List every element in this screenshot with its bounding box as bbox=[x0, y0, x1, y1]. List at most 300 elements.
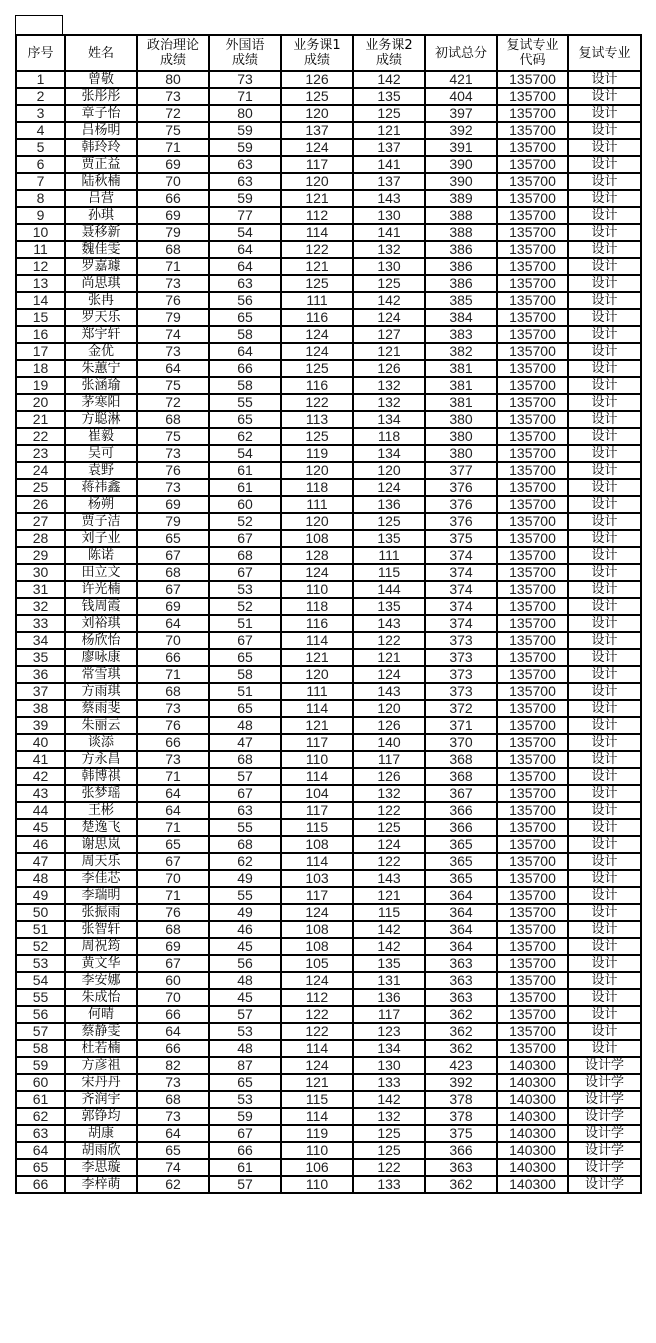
header-line: 姓名 bbox=[87, 45, 114, 61]
cell-course2: 130 bbox=[353, 207, 425, 224]
cell-name: 郑宇轩 bbox=[65, 326, 137, 343]
cell-total: 365 bbox=[425, 870, 497, 887]
cell-major: 设计 bbox=[568, 785, 641, 802]
cell-course1: 115 bbox=[281, 819, 353, 836]
cell-major: 设计 bbox=[568, 462, 641, 479]
cell-major-code: 135700 bbox=[497, 241, 568, 258]
cell-major-code: 135700 bbox=[497, 496, 568, 513]
cell-course2: 143 bbox=[353, 615, 425, 632]
cell-major: 设计 bbox=[568, 938, 641, 955]
cell-major: 设计 bbox=[568, 530, 641, 547]
cell-major: 设计 bbox=[568, 598, 641, 615]
table-row bbox=[16, 105, 641, 122]
cell-name: 聂移新 bbox=[65, 224, 137, 241]
header-col-course1 bbox=[281, 35, 353, 71]
table-row bbox=[16, 1125, 641, 1142]
cell-name: 吴可 bbox=[65, 445, 137, 462]
table-row bbox=[16, 513, 641, 530]
cell-major-code: 135700 bbox=[497, 768, 568, 785]
cell-index: 5 bbox=[16, 139, 65, 156]
table-row bbox=[16, 853, 641, 870]
cell-index: 59 bbox=[16, 1057, 65, 1074]
header-line: 成绩 bbox=[159, 53, 186, 68]
cell-total: 362 bbox=[425, 1176, 497, 1193]
cell-politics: 68 bbox=[137, 1091, 209, 1108]
cell-major: 设计 bbox=[568, 71, 641, 88]
cell-course2: 136 bbox=[353, 496, 425, 513]
cell-major-code: 140300 bbox=[497, 1159, 568, 1176]
table-row bbox=[16, 751, 641, 768]
cell-politics: 73 bbox=[137, 1074, 209, 1091]
cell-name: 韩玲玲 bbox=[65, 139, 137, 156]
cell-foreign-language: 57 bbox=[209, 1006, 281, 1023]
cell-course2: 117 bbox=[353, 751, 425, 768]
cell-politics: 70 bbox=[137, 632, 209, 649]
table-row bbox=[16, 734, 641, 751]
cell-course2: 143 bbox=[353, 190, 425, 207]
cell-major-code: 135700 bbox=[497, 666, 568, 683]
cell-name: 金优 bbox=[65, 343, 137, 360]
cell-name: 蔡静雯 bbox=[65, 1023, 137, 1040]
cell-foreign-language: 47 bbox=[209, 734, 281, 751]
cell-major-code: 135700 bbox=[497, 598, 568, 615]
cell-index: 2 bbox=[16, 88, 65, 105]
cell-major: 设计 bbox=[568, 513, 641, 530]
cell-name: 杜若楠 bbox=[65, 1040, 137, 1057]
table-row bbox=[16, 819, 641, 836]
table-row bbox=[16, 666, 641, 683]
cell-course1: 122 bbox=[281, 394, 353, 411]
table-row bbox=[16, 207, 641, 224]
cell-name: 张涵瑜 bbox=[65, 377, 137, 394]
cell-course2: 142 bbox=[353, 938, 425, 955]
cell-name: 刘裕琪 bbox=[65, 615, 137, 632]
cell-total: 376 bbox=[425, 479, 497, 496]
cell-major: 设计学 bbox=[568, 1142, 641, 1159]
cell-total: 374 bbox=[425, 598, 497, 615]
table-row bbox=[16, 870, 641, 887]
cell-politics: 73 bbox=[137, 88, 209, 105]
table-row bbox=[16, 428, 641, 445]
cell-total: 376 bbox=[425, 513, 497, 530]
cell-foreign-language: 54 bbox=[209, 445, 281, 462]
cell-name: 韩博祺 bbox=[65, 768, 137, 785]
cell-major: 设计 bbox=[568, 343, 641, 360]
cell-course1: 110 bbox=[281, 1176, 353, 1193]
cell-course2: 127 bbox=[353, 326, 425, 343]
cell-name: 贾子洁 bbox=[65, 513, 137, 530]
cell-name: 李思璇 bbox=[65, 1159, 137, 1176]
cell-major: 设计 bbox=[568, 156, 641, 173]
cell-foreign-language: 59 bbox=[209, 1108, 281, 1125]
table-row bbox=[16, 921, 641, 938]
header-line: 成绩 bbox=[375, 53, 402, 68]
cell-major: 设计学 bbox=[568, 1176, 641, 1193]
cell-foreign-language: 63 bbox=[209, 275, 281, 292]
cell-total: 363 bbox=[425, 955, 497, 972]
cell-name: 罗嘉璩 bbox=[65, 258, 137, 275]
cell-major-code: 140300 bbox=[497, 1091, 568, 1108]
cell-foreign-language: 55 bbox=[209, 394, 281, 411]
cell-major: 设计 bbox=[568, 870, 641, 887]
cell-politics: 65 bbox=[137, 1142, 209, 1159]
cell-foreign-language: 45 bbox=[209, 938, 281, 955]
cell-foreign-language: 57 bbox=[209, 1176, 281, 1193]
cell-politics: 73 bbox=[137, 479, 209, 496]
cell-major-code: 135700 bbox=[497, 887, 568, 904]
cell-course1: 114 bbox=[281, 224, 353, 241]
cell-index: 13 bbox=[16, 275, 65, 292]
cell-course1: 117 bbox=[281, 887, 353, 904]
cell-index: 55 bbox=[16, 989, 65, 1006]
cell-index: 1 bbox=[16, 71, 65, 88]
cell-major-code: 135700 bbox=[497, 649, 568, 666]
header-col-major-code bbox=[497, 35, 568, 71]
cell-major: 设计 bbox=[568, 887, 641, 904]
cell-foreign-language: 49 bbox=[209, 904, 281, 921]
table-row bbox=[16, 224, 641, 241]
cell-name: 李佳芯 bbox=[65, 870, 137, 887]
cell-politics: 66 bbox=[137, 1040, 209, 1057]
cell-index: 4 bbox=[16, 122, 65, 139]
cell-name: 曾敬 bbox=[65, 71, 137, 88]
cell-course2: 125 bbox=[353, 1125, 425, 1142]
cell-major: 设计 bbox=[568, 751, 641, 768]
cell-major: 设计学 bbox=[568, 1074, 641, 1091]
cell-politics: 80 bbox=[137, 71, 209, 88]
table-row bbox=[16, 717, 641, 734]
cell-total: 388 bbox=[425, 207, 497, 224]
cell-major-code: 135700 bbox=[497, 105, 568, 122]
cell-politics: 64 bbox=[137, 1023, 209, 1040]
cell-index: 12 bbox=[16, 258, 65, 275]
cell-index: 34 bbox=[16, 632, 65, 649]
cell-foreign-language: 49 bbox=[209, 870, 281, 887]
cell-politics: 79 bbox=[137, 513, 209, 530]
cell-major: 设计 bbox=[568, 1023, 641, 1040]
cell-index: 8 bbox=[16, 190, 65, 207]
cell-major: 设计 bbox=[568, 615, 641, 632]
cell-foreign-language: 77 bbox=[209, 207, 281, 224]
cell-politics: 74 bbox=[137, 326, 209, 343]
cell-course1: 110 bbox=[281, 1142, 353, 1159]
cell-course1: 124 bbox=[281, 564, 353, 581]
cell-major: 设计 bbox=[568, 683, 641, 700]
cell-total: 380 bbox=[425, 445, 497, 462]
cell-major-code: 135700 bbox=[497, 71, 568, 88]
cell-course1: 121 bbox=[281, 649, 353, 666]
cell-politics: 70 bbox=[137, 989, 209, 1006]
cell-total: 364 bbox=[425, 938, 497, 955]
table-row bbox=[16, 258, 641, 275]
table-row bbox=[16, 326, 641, 343]
cell-major-code: 135700 bbox=[497, 955, 568, 972]
cell-index: 60 bbox=[16, 1074, 65, 1091]
cell-course2: 132 bbox=[353, 377, 425, 394]
cell-total: 373 bbox=[425, 649, 497, 666]
cell-name: 贾正益 bbox=[65, 156, 137, 173]
cell-foreign-language: 60 bbox=[209, 496, 281, 513]
header-col-course2 bbox=[353, 35, 425, 71]
cell-major: 设计 bbox=[568, 1006, 641, 1023]
cell-politics: 71 bbox=[137, 139, 209, 156]
cell-name: 章子怡 bbox=[65, 105, 137, 122]
cell-name: 陆秋楠 bbox=[65, 173, 137, 190]
cell-foreign-language: 68 bbox=[209, 751, 281, 768]
cell-index: 62 bbox=[16, 1108, 65, 1125]
cell-politics: 75 bbox=[137, 122, 209, 139]
cell-major: 设计 bbox=[568, 360, 641, 377]
cell-name: 刘子业 bbox=[65, 530, 137, 547]
cell-major: 设计 bbox=[568, 88, 641, 105]
cell-major: 设计学 bbox=[568, 1091, 641, 1108]
cell-major: 设计 bbox=[568, 309, 641, 326]
cell-name: 袁野 bbox=[65, 462, 137, 479]
cell-total: 365 bbox=[425, 853, 497, 870]
cell-index: 63 bbox=[16, 1125, 65, 1142]
header-col-index bbox=[16, 35, 65, 71]
cell-index: 48 bbox=[16, 870, 65, 887]
cell-index: 52 bbox=[16, 938, 65, 955]
cell-major-code: 135700 bbox=[497, 1040, 568, 1057]
table-row bbox=[16, 496, 641, 513]
cell-major-code: 140300 bbox=[497, 1142, 568, 1159]
cell-foreign-language: 55 bbox=[209, 819, 281, 836]
cell-foreign-language: 65 bbox=[209, 1074, 281, 1091]
table-row bbox=[16, 309, 641, 326]
table-row bbox=[16, 394, 641, 411]
cell-politics: 70 bbox=[137, 173, 209, 190]
cell-major: 设计学 bbox=[568, 1125, 641, 1142]
cell-major-code: 135700 bbox=[497, 615, 568, 632]
table-row bbox=[16, 581, 641, 598]
cell-total: 377 bbox=[425, 462, 497, 479]
cell-politics: 72 bbox=[137, 394, 209, 411]
cell-major: 设计 bbox=[568, 632, 641, 649]
cell-foreign-language: 65 bbox=[209, 309, 281, 326]
cell-major-code: 135700 bbox=[497, 428, 568, 445]
cell-index: 46 bbox=[16, 836, 65, 853]
cell-course1: 113 bbox=[281, 411, 353, 428]
cell-politics: 76 bbox=[137, 717, 209, 734]
cell-index: 53 bbox=[16, 955, 65, 972]
cell-total: 381 bbox=[425, 377, 497, 394]
cell-major: 设计 bbox=[568, 377, 641, 394]
cell-foreign-language: 48 bbox=[209, 972, 281, 989]
cell-course1: 110 bbox=[281, 751, 353, 768]
cell-course1: 106 bbox=[281, 1159, 353, 1176]
cell-major-code: 135700 bbox=[497, 734, 568, 751]
header-line: 成绩 bbox=[231, 53, 258, 68]
cell-foreign-language: 59 bbox=[209, 122, 281, 139]
cell-course1: 120 bbox=[281, 462, 353, 479]
cell-course2: 124 bbox=[353, 836, 425, 853]
cell-course2: 111 bbox=[353, 547, 425, 564]
cell-major: 设计 bbox=[568, 666, 641, 683]
cell-major: 设计 bbox=[568, 394, 641, 411]
cell-name: 宋丹丹 bbox=[65, 1074, 137, 1091]
cell-name: 杨欣怡 bbox=[65, 632, 137, 649]
cell-total: 363 bbox=[425, 989, 497, 1006]
cell-major: 设计 bbox=[568, 700, 641, 717]
table-row bbox=[16, 632, 641, 649]
cell-politics: 68 bbox=[137, 241, 209, 258]
table-row bbox=[16, 241, 641, 258]
cell-major-code: 135700 bbox=[497, 360, 568, 377]
cell-total: 404 bbox=[425, 88, 497, 105]
cell-index: 61 bbox=[16, 1091, 65, 1108]
cell-name: 谈添 bbox=[65, 734, 137, 751]
cell-politics: 64 bbox=[137, 615, 209, 632]
cell-major-code: 135700 bbox=[497, 258, 568, 275]
cell-foreign-language: 61 bbox=[209, 462, 281, 479]
cell-major-code: 140300 bbox=[497, 1176, 568, 1193]
cell-foreign-language: 55 bbox=[209, 887, 281, 904]
cell-politics: 68 bbox=[137, 564, 209, 581]
table-row bbox=[16, 768, 641, 785]
cell-major: 设计 bbox=[568, 445, 641, 462]
cell-major-code: 135700 bbox=[497, 802, 568, 819]
cell-total: 392 bbox=[425, 1074, 497, 1091]
cell-course1: 121 bbox=[281, 190, 353, 207]
cell-name: 孙琪 bbox=[65, 207, 137, 224]
cell-index: 25 bbox=[16, 479, 65, 496]
cell-course1: 112 bbox=[281, 989, 353, 1006]
cell-foreign-language: 67 bbox=[209, 564, 281, 581]
cell-course1: 114 bbox=[281, 768, 353, 785]
cell-course2: 118 bbox=[353, 428, 425, 445]
cell-foreign-language: 48 bbox=[209, 717, 281, 734]
cell-major-code: 135700 bbox=[497, 632, 568, 649]
cell-index: 24 bbox=[16, 462, 65, 479]
cell-foreign-language: 67 bbox=[209, 530, 281, 547]
cell-total: 364 bbox=[425, 887, 497, 904]
table-row bbox=[16, 972, 641, 989]
cell-name: 吕杨明 bbox=[65, 122, 137, 139]
cell-name: 蔡雨斐 bbox=[65, 700, 137, 717]
cell-politics: 73 bbox=[137, 343, 209, 360]
cell-major-code: 140300 bbox=[497, 1125, 568, 1142]
header-line: 业务课2 bbox=[365, 38, 413, 53]
table-row bbox=[16, 292, 641, 309]
cell-major: 设计 bbox=[568, 836, 641, 853]
cell-major-code: 135700 bbox=[497, 207, 568, 224]
cell-total: 366 bbox=[425, 1142, 497, 1159]
cell-politics: 69 bbox=[137, 938, 209, 955]
table-row bbox=[16, 156, 641, 173]
cell-major: 设计 bbox=[568, 717, 641, 734]
cell-major-code: 135700 bbox=[497, 530, 568, 547]
cell-foreign-language: 52 bbox=[209, 598, 281, 615]
cell-politics: 79 bbox=[137, 309, 209, 326]
cell-total: 381 bbox=[425, 360, 497, 377]
cell-name: 李梓萌 bbox=[65, 1176, 137, 1193]
cell-course1: 120 bbox=[281, 666, 353, 683]
cell-course2: 121 bbox=[353, 887, 425, 904]
cell-major: 设计 bbox=[568, 819, 641, 836]
cell-name: 张梦瑶 bbox=[65, 785, 137, 802]
cell-major-code: 135700 bbox=[497, 513, 568, 530]
cell-total: 391 bbox=[425, 139, 497, 156]
cell-major-code: 135700 bbox=[497, 870, 568, 887]
cell-major-code: 135700 bbox=[497, 224, 568, 241]
cell-major: 设计 bbox=[568, 853, 641, 870]
header-col-total bbox=[425, 35, 497, 71]
cell-index: 65 bbox=[16, 1159, 65, 1176]
cell-politics: 71 bbox=[137, 666, 209, 683]
cell-major-code: 135700 bbox=[497, 190, 568, 207]
table-row bbox=[16, 411, 641, 428]
cell-name: 李瑞明 bbox=[65, 887, 137, 904]
empty-title-cell bbox=[15, 15, 63, 34]
cell-total: 365 bbox=[425, 836, 497, 853]
cell-foreign-language: 52 bbox=[209, 513, 281, 530]
cell-total: 362 bbox=[425, 1040, 497, 1057]
cell-politics: 62 bbox=[137, 1176, 209, 1193]
header-line: 政治理论 bbox=[146, 38, 199, 53]
cell-index: 7 bbox=[16, 173, 65, 190]
cell-major: 设计 bbox=[568, 241, 641, 258]
cell-total: 374 bbox=[425, 581, 497, 598]
cell-course2: 126 bbox=[353, 717, 425, 734]
cell-politics: 76 bbox=[137, 904, 209, 921]
header-col-name bbox=[65, 35, 137, 71]
cell-total: 385 bbox=[425, 292, 497, 309]
cell-politics: 69 bbox=[137, 496, 209, 513]
cell-major: 设计 bbox=[568, 802, 641, 819]
cell-index: 54 bbox=[16, 972, 65, 989]
cell-major-code: 135700 bbox=[497, 785, 568, 802]
cell-index: 57 bbox=[16, 1023, 65, 1040]
cell-foreign-language: 58 bbox=[209, 326, 281, 343]
cell-course2: 122 bbox=[353, 853, 425, 870]
cell-major-code: 135700 bbox=[497, 156, 568, 173]
cell-total: 392 bbox=[425, 122, 497, 139]
cell-major-code: 135700 bbox=[497, 700, 568, 717]
cell-foreign-language: 67 bbox=[209, 632, 281, 649]
cell-course2: 140 bbox=[353, 734, 425, 751]
cell-course2: 117 bbox=[353, 1006, 425, 1023]
cell-course2: 142 bbox=[353, 921, 425, 938]
cell-course2: 130 bbox=[353, 258, 425, 275]
cell-course2: 126 bbox=[353, 360, 425, 377]
cell-course2: 126 bbox=[353, 768, 425, 785]
cell-course2: 121 bbox=[353, 122, 425, 139]
cell-major: 设计 bbox=[568, 1040, 641, 1057]
cell-foreign-language: 56 bbox=[209, 955, 281, 972]
cell-total: 370 bbox=[425, 734, 497, 751]
cell-total: 384 bbox=[425, 309, 497, 326]
cell-foreign-language: 63 bbox=[209, 156, 281, 173]
cell-course1: 118 bbox=[281, 479, 353, 496]
cell-major-code: 135700 bbox=[497, 921, 568, 938]
cell-course1: 128 bbox=[281, 547, 353, 564]
cell-foreign-language: 48 bbox=[209, 1040, 281, 1057]
table-row bbox=[16, 887, 641, 904]
cell-course1: 118 bbox=[281, 598, 353, 615]
cell-politics: 73 bbox=[137, 1108, 209, 1125]
cell-index: 16 bbox=[16, 326, 65, 343]
cell-course1: 119 bbox=[281, 445, 353, 462]
cell-course1: 120 bbox=[281, 173, 353, 190]
cell-politics: 73 bbox=[137, 445, 209, 462]
cell-course1: 124 bbox=[281, 972, 353, 989]
cell-total: 366 bbox=[425, 819, 497, 836]
cell-course1: 124 bbox=[281, 139, 353, 156]
cell-index: 56 bbox=[16, 1006, 65, 1023]
cell-major-code: 135700 bbox=[497, 377, 568, 394]
cell-total: 421 bbox=[425, 71, 497, 88]
